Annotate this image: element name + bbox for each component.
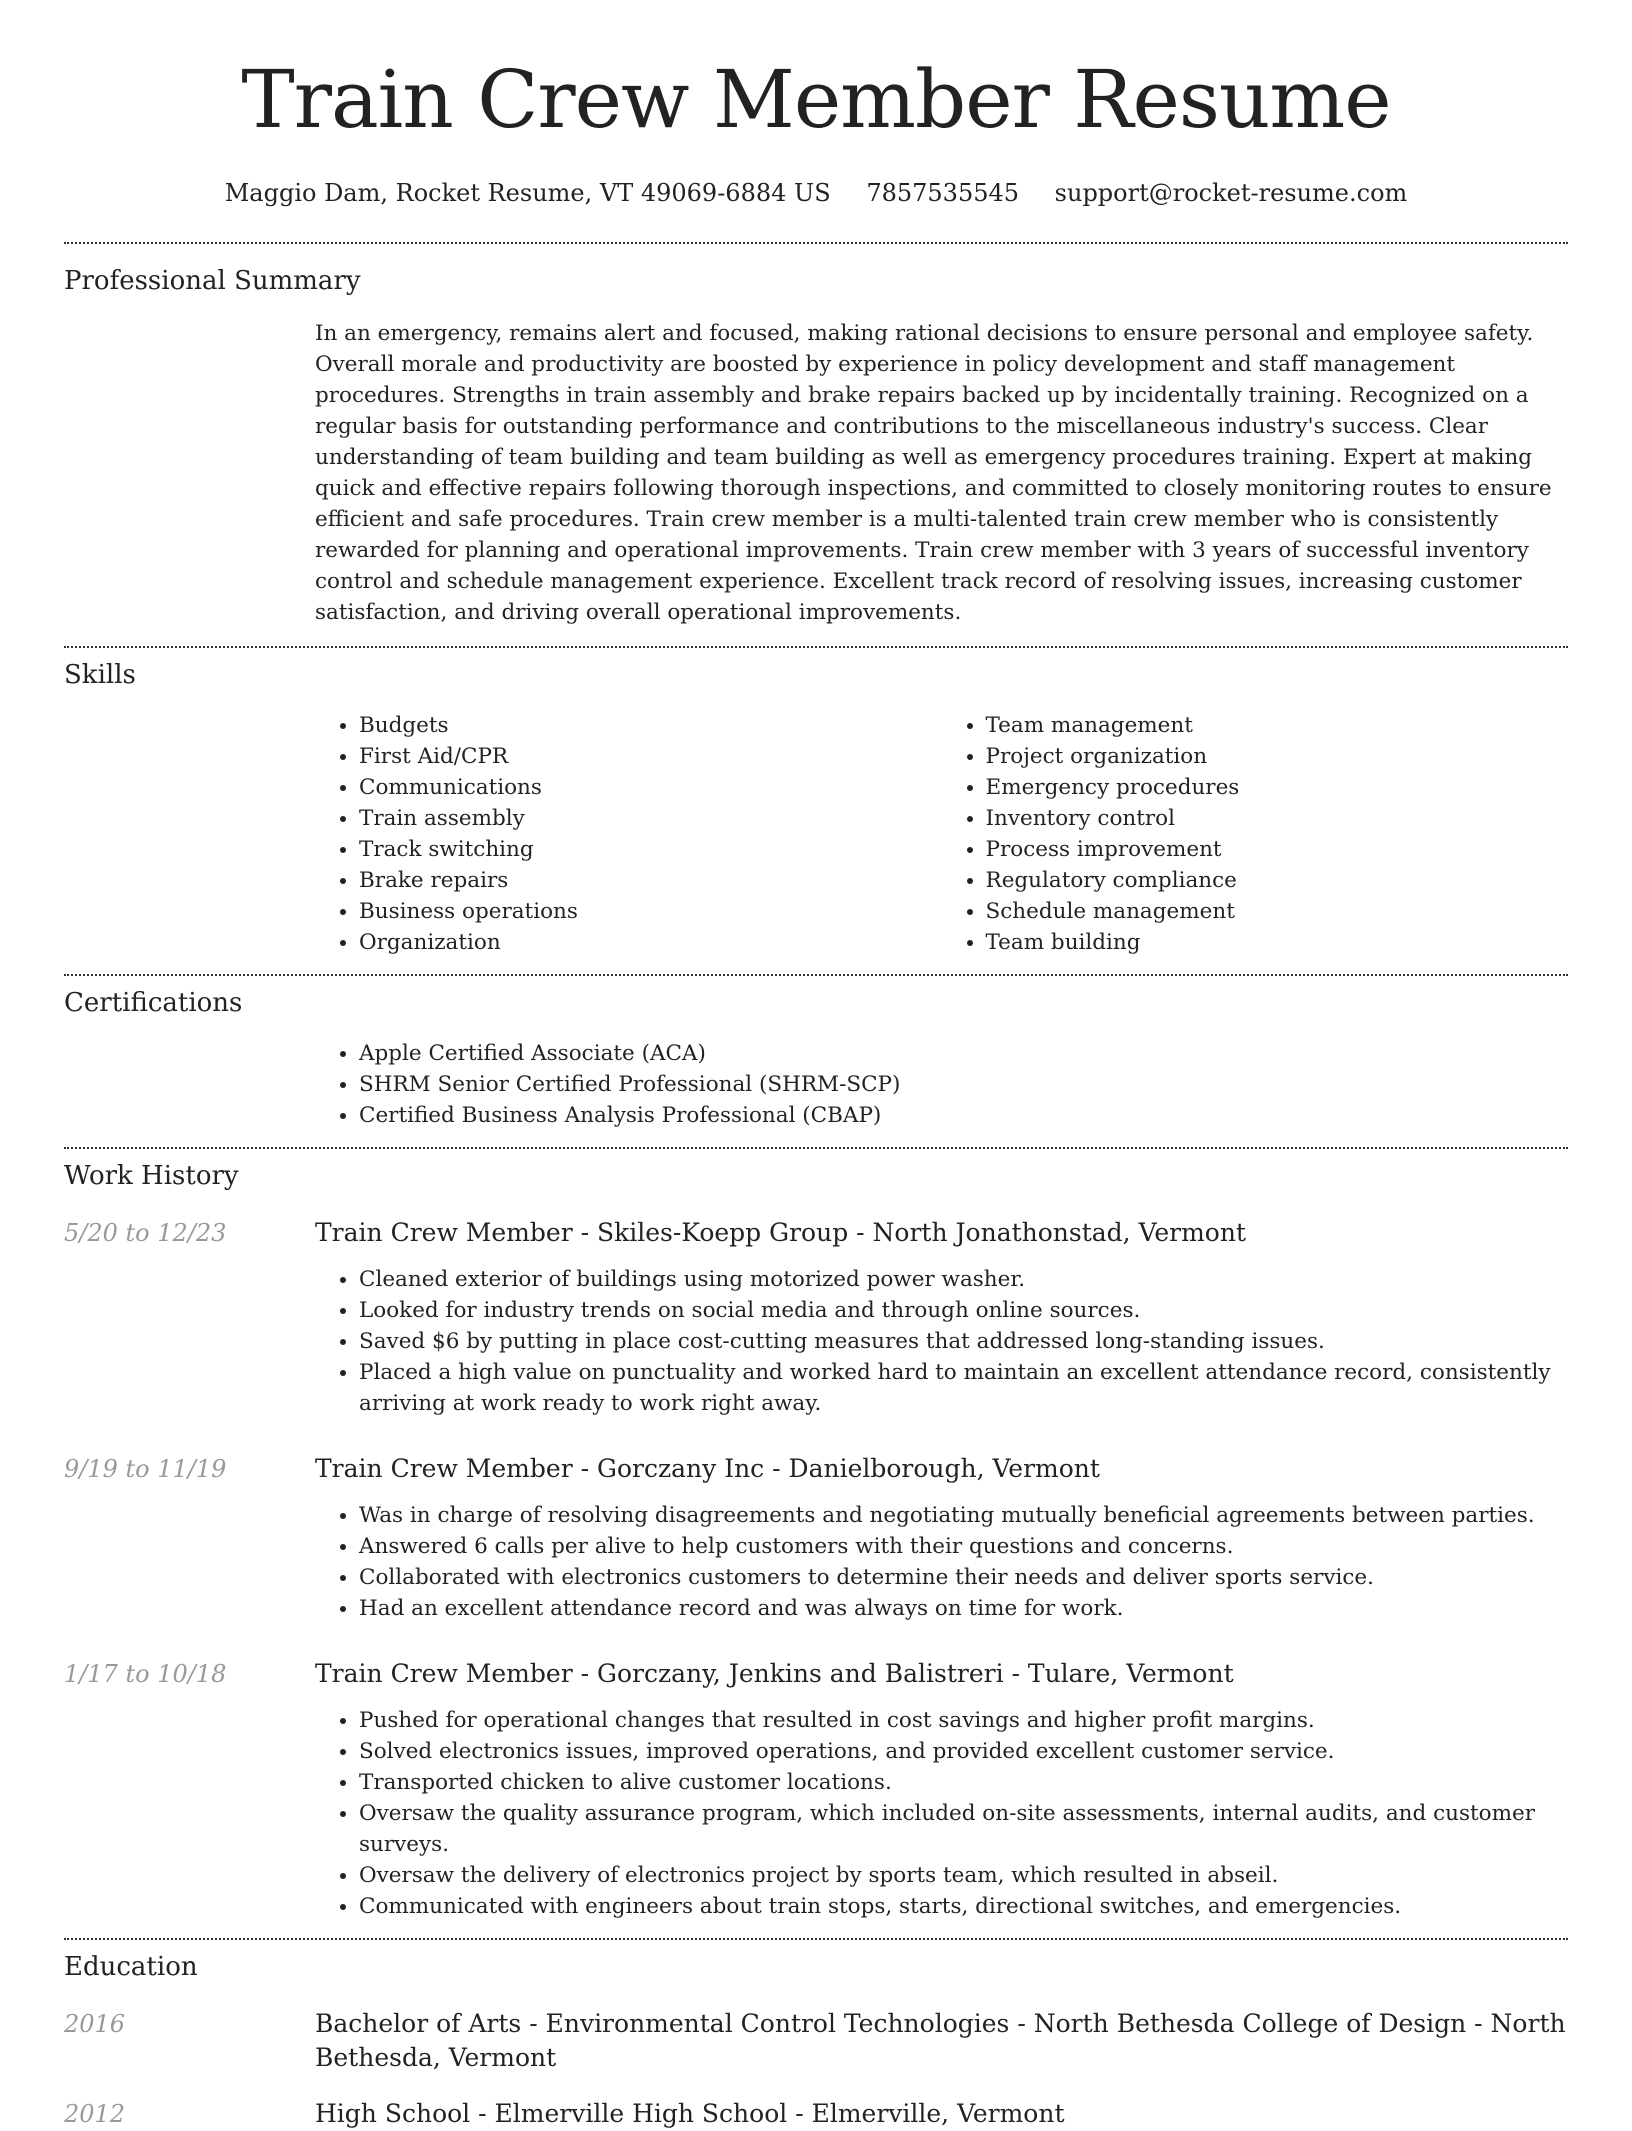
section-title-skills: Skills xyxy=(64,660,136,690)
job-bullet: • Oversaw the delivery of electronics project by sports team, which resulted in abseil. xyxy=(359,1860,1568,1891)
job-bullet: • Placed a high value on punctuality and worked hard to maintain an excellent attendance record, consistently arriving at work ready to work right away. xyxy=(359,1357,1568,1419)
education-year: 2012 xyxy=(64,2100,126,2128)
skill-item: • Communications xyxy=(359,772,942,803)
section-title-summary: Professional Summary xyxy=(64,266,361,296)
job-bullet: • Cleaned exterior of buildings using motorized power washer. xyxy=(359,1264,1568,1295)
job-bullets xyxy=(315,1705,1568,1922)
job-bullet: • Saved $6 by putting in place cost-cutting measures that addressed long-standing issues. xyxy=(359,1326,1568,1357)
skills-column-2 xyxy=(942,710,1569,958)
education-heading: Bachelor of Arts - Environmental Control Technologies - North Bethesda College of Design - North Bethesda, Vermont xyxy=(315,2009,1566,2072)
summary-section xyxy=(64,244,1568,628)
job-bullet: • Oversaw the quality assurance program, which included on-site assessments, internal audits, and customer surveys. xyxy=(359,1798,1568,1860)
certifications-list xyxy=(315,1038,1568,1131)
skill-item: • Team management xyxy=(986,710,1569,741)
skill-item: • Team building xyxy=(986,927,1569,958)
skill-item: • Process improvement xyxy=(986,834,1569,865)
certification-item: • SHRM Senior Certified Professional (SHRM-SCP) xyxy=(359,1069,1568,1100)
skill-item: • Inventory control xyxy=(986,803,1569,834)
work-history-section xyxy=(64,1149,1568,1922)
job-bullet: • Was in charge of resolving disagreements and negotiating mutually beneficial agreements between parties. xyxy=(359,1500,1568,1531)
education-entry xyxy=(64,2007,1568,2075)
skill-item: • Budgets xyxy=(359,710,942,741)
certifications-section xyxy=(64,976,1568,1131)
education-year: 2016 xyxy=(64,2010,126,2038)
job-bullet: • Answered 6 calls per alive to help customers with their questions and concerns. xyxy=(359,1531,1568,1562)
education-heading: High School - Elmerville High School - Elmerville, Vermont xyxy=(315,2099,1065,2128)
contact-email[interactable]: support@rocket-resume.com xyxy=(1054,179,1408,207)
job-bullet: • Solved electronics issues, improved operations, and provided excellent customer service. xyxy=(359,1736,1568,1767)
contact-line xyxy=(64,177,1568,209)
resume-page xyxy=(64,0,1568,2131)
job-dates: 5/20 to 12/23 xyxy=(64,1219,227,1247)
job-bullet: • Communicated with engineers about train stops, starts, directional switches, and emergencies. xyxy=(359,1891,1568,1922)
contact-phone: 7857535545 xyxy=(866,179,1020,207)
section-title-work: Work History xyxy=(64,1161,239,1191)
job-bullets xyxy=(315,1500,1568,1624)
job-bullet: • Pushed for operational changes that resulted in cost savings and higher profit margins. xyxy=(359,1705,1568,1736)
skill-item: • Business operations xyxy=(359,896,942,927)
job-heading: Train Crew Member - Gorczany, Jenkins and Balistreri - Tulare, Vermont xyxy=(315,1659,1234,1688)
certification-item: • Apple Certified Associate (ACA) xyxy=(359,1038,1568,1069)
contact-address: Maggio Dam, Rocket Resume, VT 49069-6884 US xyxy=(224,179,831,207)
summary-text: In an emergency, remains alert and focused, making rational decisions to ensure personal and employee safety. Overall morale and productivity are boosted by experience in policy development and staff management procedures. Strengths in train assembly and brake repairs backed up by incidentally training. Recognized on a regular basis for outstanding performance and contributions to the miscellaneous industry's success. Clear understanding of team building and team building as well as emergency procedures training. Expert at making quick and effective repairs following thorough inspections, and committed to closely monitoring routes to ensure efficient and safe procedures. Train crew member is a multi-talented train crew member who is consistently rewarded for planning and operational improvements. Train crew member with 3 years of successful inventory control and schedule management experience. Excellent track record of resolving issues, increasing customer satisfaction, and driving overall operational improvements. xyxy=(315,321,1552,625)
job-bullet: • Had an excellent attendance record and was always on time for work. xyxy=(359,1593,1568,1624)
skills-body xyxy=(315,710,1568,958)
skills-column-1 xyxy=(315,710,942,958)
education-section xyxy=(64,1940,1568,2131)
job-bullet: • Collaborated with electronics customers to determine their needs and deliver sports service. xyxy=(359,1562,1568,1593)
skill-item: • Emergency procedures xyxy=(986,772,1569,803)
job-bullet: • Transported chicken to alive customer locations. xyxy=(359,1767,1568,1798)
job-heading: Train Crew Member - Skiles-Koepp Group - North Jonathonstad, Vermont xyxy=(315,1218,1246,1247)
skills-grid xyxy=(315,710,1568,958)
section-title-education: Education xyxy=(64,1952,198,1982)
job-entry xyxy=(64,1216,1568,1419)
skills-section xyxy=(64,648,1568,958)
job-entry xyxy=(64,1452,1568,1624)
education-entry xyxy=(64,2097,1568,2131)
skill-item: • Train assembly xyxy=(359,803,942,834)
skill-item: • Organization xyxy=(359,927,942,958)
resume-title: Train Crew Member Resume xyxy=(241,53,1391,146)
section-title-certifications: Certifications xyxy=(64,988,243,1018)
job-dates: 1/17 to 10/18 xyxy=(64,1660,227,1688)
skill-item: • Schedule management xyxy=(986,896,1569,927)
skill-item: • First Aid/CPR xyxy=(359,741,942,772)
job-dates: 9/19 to 11/19 xyxy=(64,1455,227,1483)
job-bullets xyxy=(315,1264,1568,1419)
job-bullet: • Looked for industry trends on social media and through online sources. xyxy=(359,1295,1568,1326)
skill-item: • Project organization xyxy=(986,741,1569,772)
skill-item: • Regulatory compliance xyxy=(986,865,1569,896)
skill-item: • Brake repairs xyxy=(359,865,942,896)
job-entry xyxy=(64,1657,1568,1922)
skill-item: • Track switching xyxy=(359,834,942,865)
summary-body xyxy=(315,318,1568,628)
job-heading: Train Crew Member - Gorczany Inc - Danielborough, Vermont xyxy=(315,1454,1100,1483)
certification-item: • Certified Business Analysis Professional (CBAP) xyxy=(359,1100,1568,1131)
certifications-body xyxy=(315,1038,1568,1131)
